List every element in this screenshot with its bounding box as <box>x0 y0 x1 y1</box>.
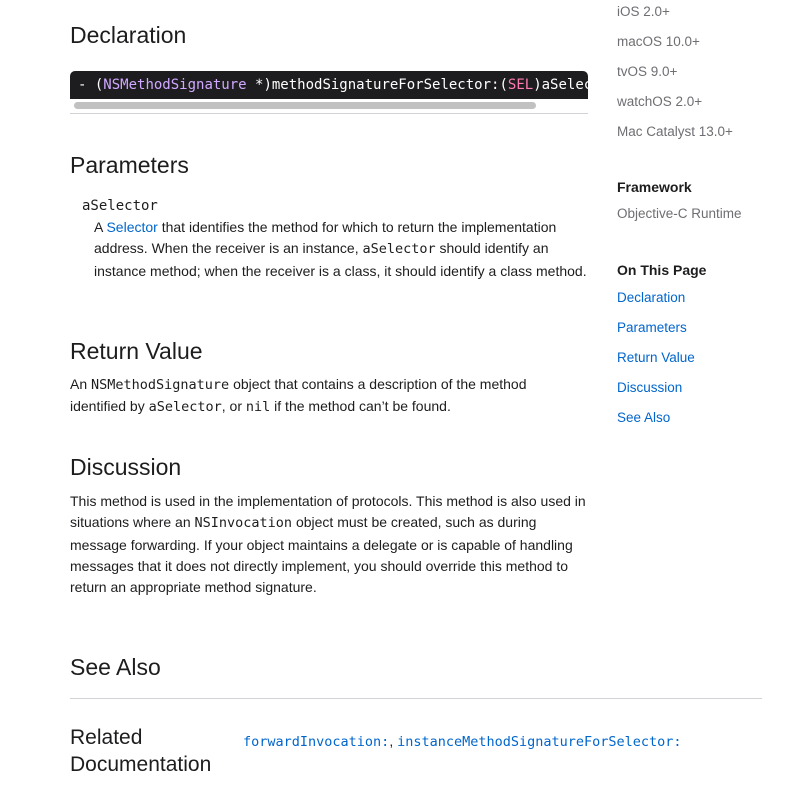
related-separator: , <box>389 733 398 749</box>
parameter-description <box>94 217 588 282</box>
toc-declaration[interactable]: Declaration <box>617 290 686 305</box>
code-method-name: *)methodSignatureForSelector:( <box>246 77 508 93</box>
framework-name: Objective-C Runtime <box>617 206 742 221</box>
declaration-code-line <box>78 77 626 93</box>
return-value-heading: Return Value <box>70 338 203 364</box>
related-label-line2: Documentation <box>70 753 212 776</box>
return-code-1: NSMethodSignature <box>91 377 230 393</box>
code-scrollbar-thumb[interactable] <box>74 102 536 109</box>
framework-heading: Framework <box>617 179 692 195</box>
return-code-3: nil <box>245 399 271 416</box>
return-text-1: An <box>70 376 92 392</box>
toc-return-value[interactable]: Return Value <box>617 350 695 365</box>
toc-parameters[interactable]: Parameters <box>617 320 687 335</box>
return-text-3: , or <box>221 398 246 415</box>
parameter-name: aSelector <box>82 198 158 214</box>
discussion-text-1: This method is used in the implementation of protocols. This method is also used in situations where an <box>70 493 586 531</box>
discussion-code: NSInvocation <box>194 515 293 532</box>
on-this-page-heading: On This Page <box>617 262 707 278</box>
related-links <box>243 733 682 750</box>
availability-tvos: tvOS 9.0+ <box>617 64 678 79</box>
param-desc-text-2: that identifies the method for which to return the implementation address. When the receiver is an instance, <box>94 219 557 257</box>
discussion-heading: Discussion <box>70 454 182 480</box>
code-scrollbar[interactable] <box>70 99 588 114</box>
toc-see-also[interactable]: See Also <box>617 410 671 425</box>
param-desc-text-3: should identify an instance method; when the receiver is a class, it should identify a class method. <box>94 240 587 279</box>
param-desc-code: aSelector <box>362 241 436 258</box>
code-tail: )aSelector; <box>533 77 626 93</box>
availability-watchos: watchOS 2.0+ <box>617 94 703 109</box>
toc-discussion[interactable]: Discussion <box>617 380 683 395</box>
availability-ios: iOS 2.0+ <box>617 4 670 19</box>
forward-invocation-link[interactable]: forwardInvocation: <box>243 734 390 750</box>
return-text-4: if the method can’t be found. <box>270 398 451 415</box>
code-param-type: SEL <box>507 77 534 93</box>
return-value-description <box>70 374 570 419</box>
selector-link[interactable]: Selector <box>106 219 158 235</box>
see-also-divider <box>70 698 762 699</box>
related-documentation-label <box>70 724 211 778</box>
parameters-heading: Parameters <box>70 152 189 178</box>
availability-macos: macOS 10.0+ <box>617 34 700 49</box>
declaration-heading: Declaration <box>70 22 187 48</box>
instance-method-signature-link[interactable]: instanceMethodSignatureForSelector: <box>397 734 682 750</box>
return-code-2: aSelector <box>148 399 222 416</box>
code-return-type[interactable]: NSMethodSignature <box>103 77 247 93</box>
see-also-heading: See Also <box>70 654 161 680</box>
discussion-description <box>70 491 586 598</box>
related-label-line1: Related <box>70 726 143 749</box>
availability-mac-catalyst: Mac Catalyst 13.0+ <box>617 124 733 139</box>
discussion-text-2: object must be created, such as during message forwarding. If your object maintains a delegate or is capable of handling messages that it does not directly implement, you should override this method to return an appropriate method signature. <box>70 514 573 596</box>
code-prefix: - ( <box>78 77 104 93</box>
declaration-code-block[interactable] <box>70 71 626 114</box>
param-desc-text-1: A <box>94 219 107 235</box>
return-text-2: object that contains a description of the method identified by <box>70 376 527 415</box>
